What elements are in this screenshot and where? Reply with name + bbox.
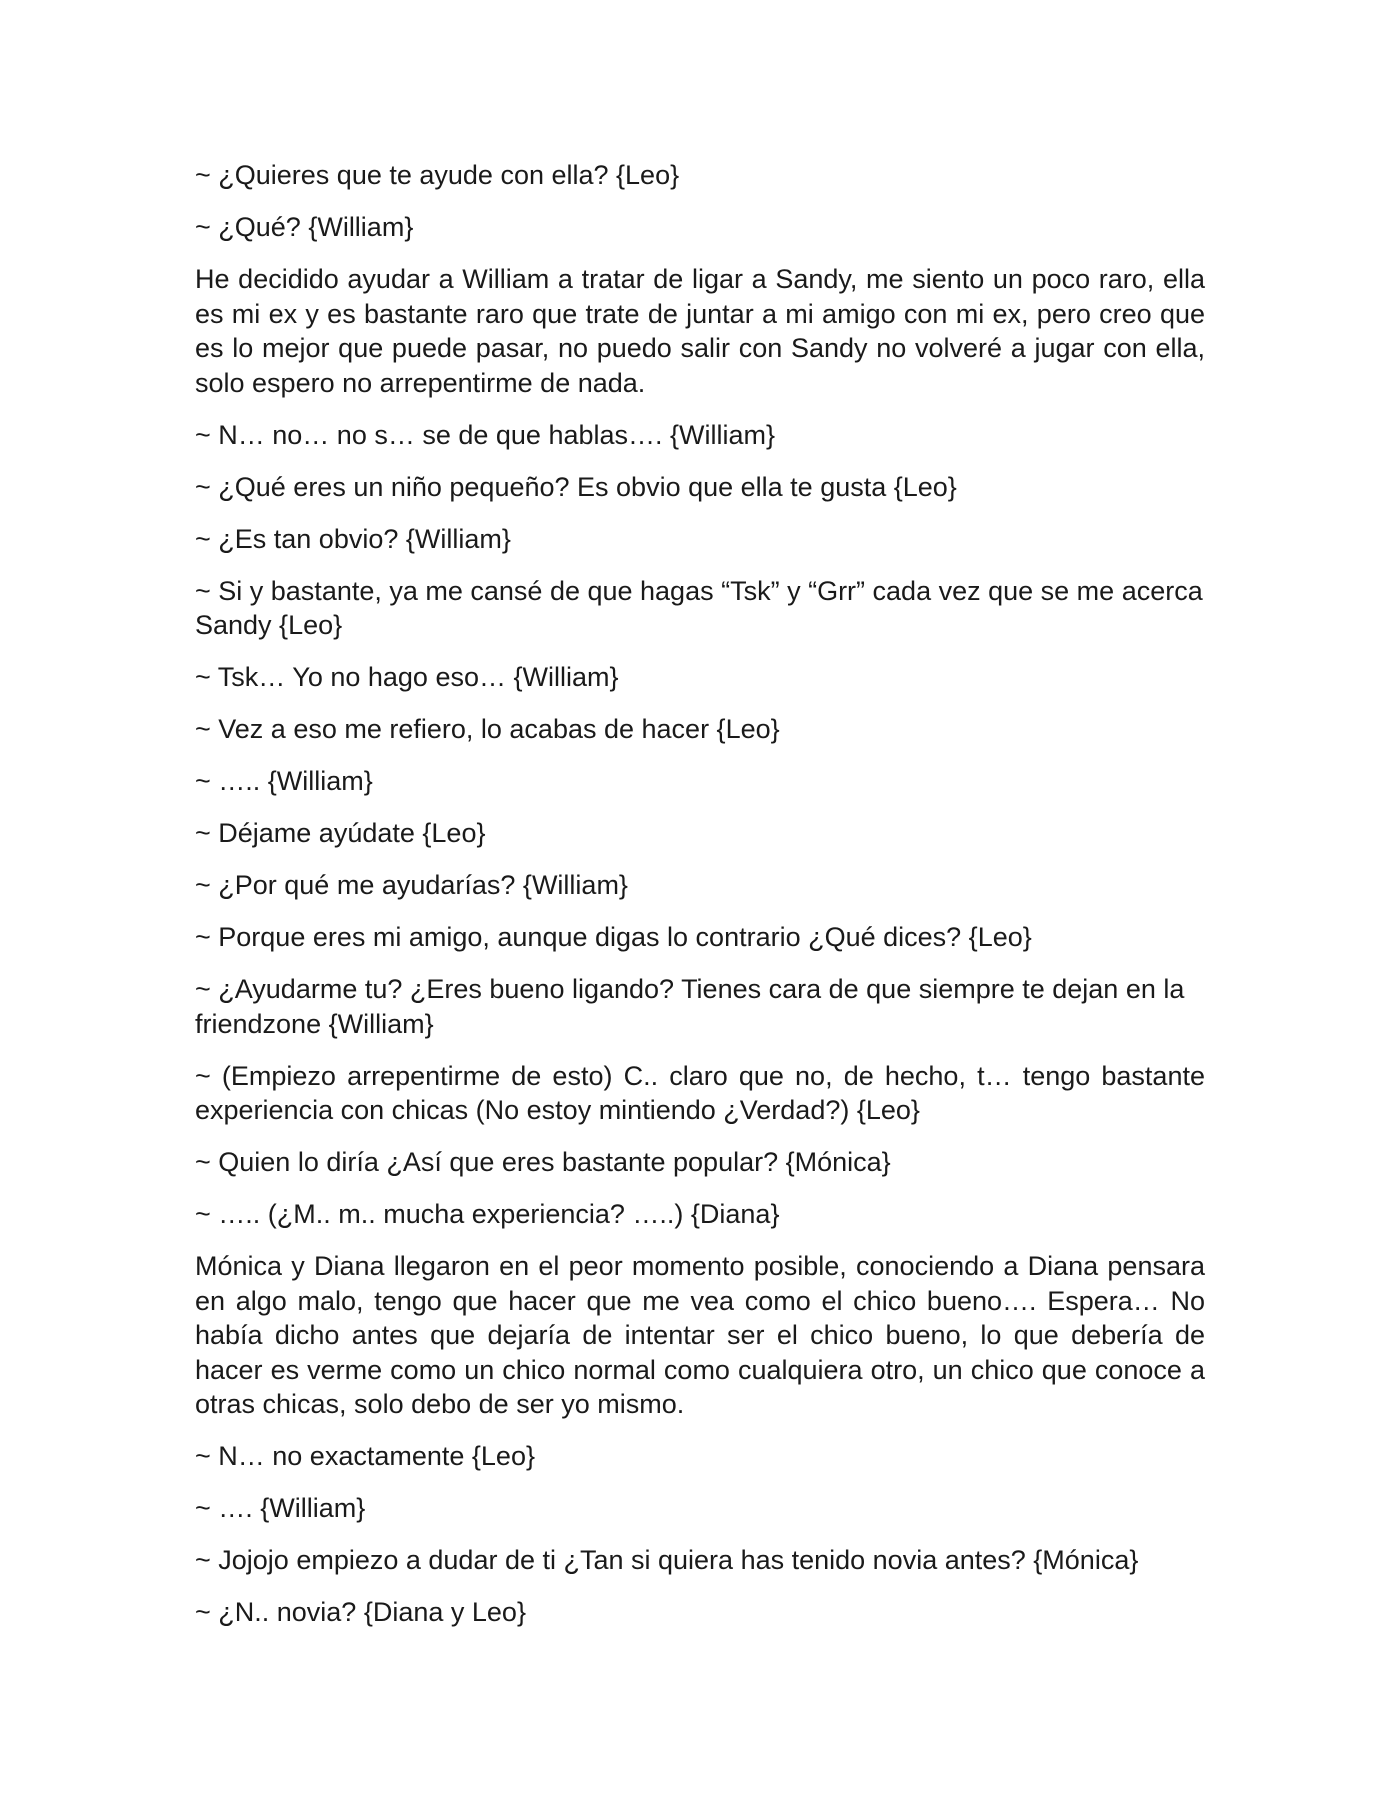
- dialogue-line: ~ ¿Qué eres un niño pequeño? Es obvio que ella te gusta {Leo}: [195, 471, 957, 502]
- dialogue-line: ~ ¿Qué? {William}: [195, 212, 414, 242]
- dialogue-line: ~ ….. {William}: [195, 766, 373, 796]
- document-body: [195, 158, 1205, 1647]
- dialogue-line: ~ Jojojo empiezo a dudar de ti ¿Tan si quiera has tenido novia antes? {Mónica}: [195, 1545, 1139, 1575]
- dialogue-line: ~ (Empiezo arrepentirme de esto) C.. claro que no, de hecho, t… tengo bastante experiencia con chicas (No estoy mintiendo ¿Verdad?) {Leo}: [195, 1060, 1205, 1125]
- dialogue-line: ~ Quien lo diría ¿Así que eres bastante popular? {Mónica}: [195, 1147, 891, 1177]
- dialogue-line: ~ …. {William}: [195, 1493, 366, 1523]
- narrative-paragraph: He decidido ayudar a William a tratar de ligar a Sandy, me siento un poco raro, ella es mi ex y es bastante raro que trate de juntar a mi amigo con mi ex, pero creo que es lo mejor que puede pasar, no puedo salir con Sandy no volveré a jugar con ella, solo espero no arrepentirme de nada.: [195, 264, 1205, 398]
- dialogue-line: ~ Déjame ayúdate {Leo}: [195, 818, 486, 848]
- dialogue-line: ~ ¿N.. novia? {Diana y Leo}: [195, 1597, 526, 1627]
- dialogue-line: ~ Tsk… Yo no hago eso… {William}: [195, 662, 619, 692]
- narrative-paragraph: Mónica y Diana llegaron en el peor momento posible, conociendo a Diana pensara en algo malo, tengo que hacer que me vea como el chico bueno…. Espera… No había dicho antes que dejaría de intentar ser el chico bueno, lo que debería de hacer es verme como un chico normal como cualquiera otro, un chico que conoce a otras chicas, solo debo de ser yo mismo.: [195, 1251, 1205, 1419]
- dialogue-line: ~ Vez a eso me refiero, lo acabas de hacer {Leo}: [195, 714, 780, 744]
- dialogue-line: ~ Porque eres mi amigo, aunque digas lo contrario ¿Qué dices? {Leo}: [195, 922, 1032, 952]
- dialogue-line: ~ N… no… no s… se de que hablas…. {William}: [195, 419, 776, 450]
- dialogue-line: ~ ….. (¿M.. m.. mucha experiencia? …..) {Diana}: [195, 1199, 780, 1229]
- dialogue-line: ~ ¿Por qué me ayudarías? {William}: [195, 870, 628, 900]
- dialogue-line: ~ Si y bastante, ya me cansé de que hagas “Tsk” y “Grr” cada vez que se me acerca Sandy {Leo}: [195, 575, 1203, 640]
- dialogue-line: ~ ¿Ayudarme tu? ¿Eres bueno ligando? Tienes cara de que siempre te dejan en la friendzone {William}: [195, 974, 1185, 1039]
- dialogue-line: ~ ¿Es tan obvio? {William}: [195, 523, 511, 554]
- dialogue-line: ~ N… no exactamente {Leo}: [195, 1441, 535, 1471]
- dialogue-line: ~ ¿Quieres que te ayude con ella? {Leo}: [195, 160, 680, 190]
